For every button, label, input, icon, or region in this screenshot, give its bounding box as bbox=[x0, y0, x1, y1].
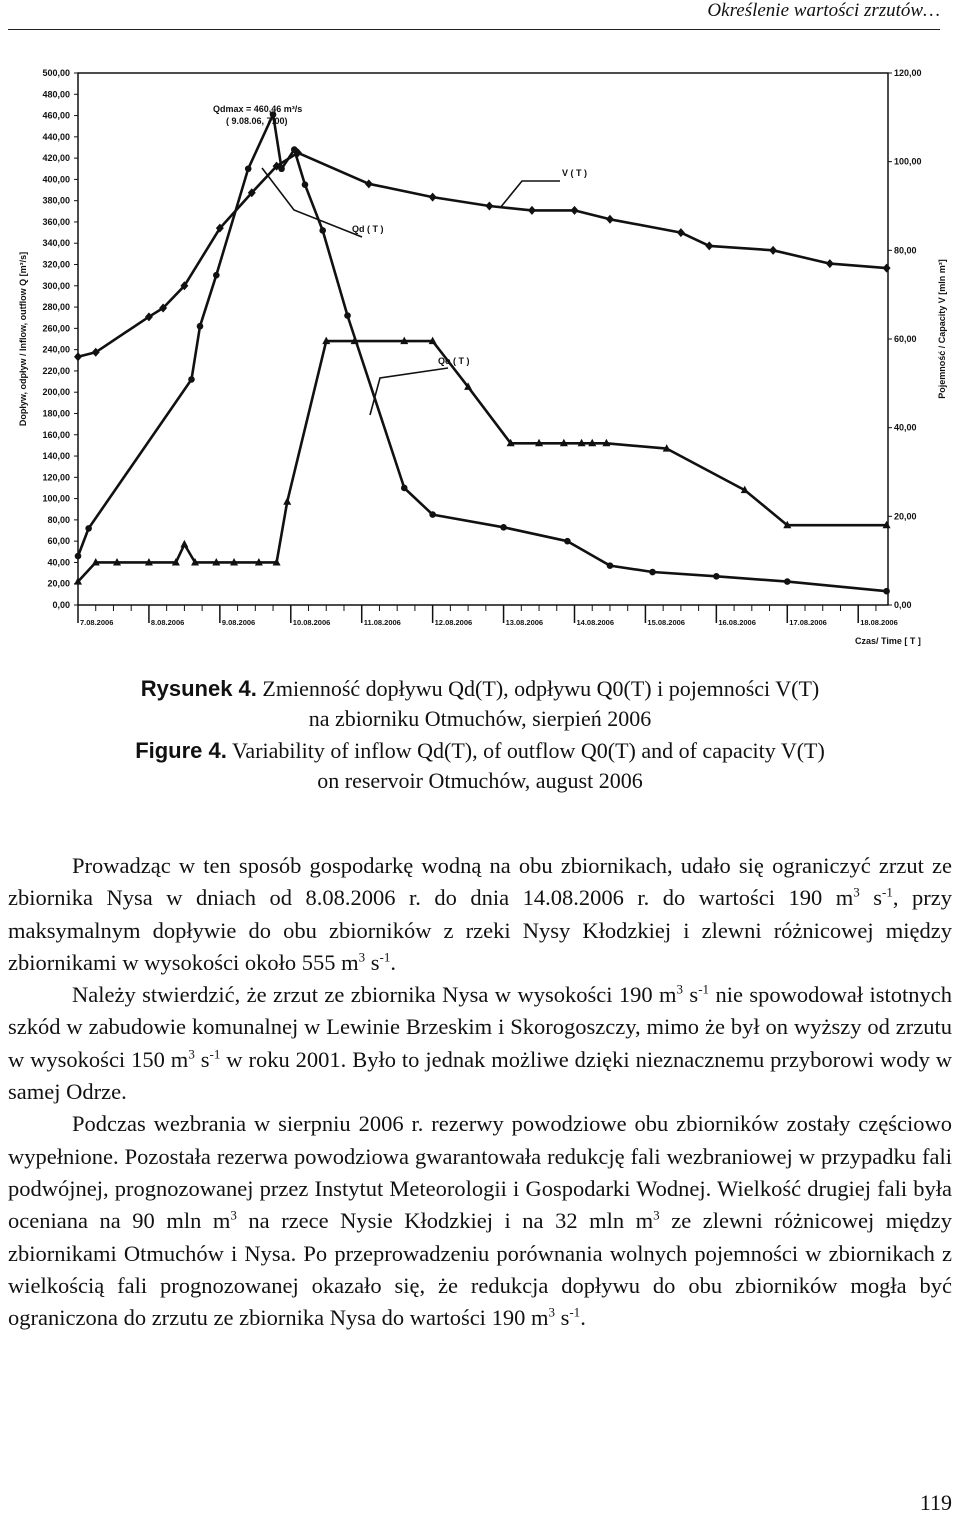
y-tick-label: 460,00 bbox=[42, 110, 70, 121]
y-tick-label: 140,00 bbox=[42, 451, 70, 462]
y-tick-label: 320,00 bbox=[42, 259, 70, 270]
data-point bbox=[85, 525, 92, 532]
paragraph-1: Prowadząc w ten sposób gospodarkę wodną na obu zbiornikach, udało się ograniczyć zrzut ze zbiornika Nysa w dniach od 8.08.2006 r. do dnia 14.08.2006 r. do wartości 190 $m^3$ $s^{-1}$, przy maksymalnym dopływie do obu zbiorników z rzeki Nysy Kłodzkiej i zlewni różnicowej między zbiornikami w wysokości około 555 $m^3$ $s^{-1}$. bbox=[8, 853, 952, 975]
y2-tick-label: 60,00 bbox=[894, 334, 917, 344]
qdmax-time-annotation: ( 9.08.06, 7:00) bbox=[226, 116, 288, 126]
running-header bbox=[0, 0, 940, 30]
data-point bbox=[245, 165, 252, 172]
hydrograph-chart bbox=[0, 40, 960, 665]
y2-tick-label: 120,00 bbox=[894, 68, 922, 78]
caption-pl bbox=[0, 674, 960, 734]
data-point bbox=[883, 264, 891, 273]
data-point bbox=[283, 497, 291, 505]
data-point bbox=[75, 553, 82, 560]
data-point bbox=[500, 524, 507, 531]
caption-en-line1: Variability of inflow Qd(T), of outflow Q0(T) and of capacity V(T) bbox=[231, 738, 825, 763]
qdmax-annotation: Qdmax = 460,46 m³/s bbox=[213, 104, 303, 114]
data-point bbox=[74, 352, 82, 361]
data-point bbox=[769, 246, 777, 255]
caption-en-line2: on reservoir Otmuchów, august 2006 bbox=[317, 768, 643, 793]
p2-text-a: Należy stwierdzić, że zrzut ze zbiornika Nysa w wysokości 190 m bbox=[72, 982, 677, 1008]
y-tick-label: 20,00 bbox=[47, 578, 70, 589]
y-tick-label: 0,00 bbox=[52, 600, 70, 610]
p1-text-a: Prowadząc w ten sposób gospodarkę wodną na obu zbiornikach, udało się ograniczyć zrzut ze zbiornika Nysa w dniach od 8.08.2006 r. do dnia 14.08.2006 r. do wartości 190 m bbox=[8, 853, 952, 911]
y-axis-title: Dopływ, odpływ / Inflow, outflow Q [m³/s] bbox=[18, 251, 28, 427]
x-date-label: 12.08.2006 bbox=[434, 618, 473, 627]
p2-text-b: nie spowodował istotnych szkód w zabudowie komunalnej w Lewinie Brzeskim i Skorogoszczy, mimo że był on wyższy od zrzutu w wysokości 150 m bbox=[8, 982, 952, 1072]
p2-text-c: w roku 2001. Było to jednak możliwe dzięki nieznacznemu przyborowi wody w samej Odrze. bbox=[8, 1046, 953, 1105]
y-tick-label: 380,00 bbox=[42, 195, 70, 206]
data-point bbox=[705, 241, 713, 250]
x-axis-title: Czas/ Time [ T ] bbox=[855, 636, 921, 646]
caption-en-label: Figure 4. bbox=[135, 738, 227, 763]
data-point bbox=[429, 193, 437, 202]
data-point bbox=[302, 181, 309, 188]
caption-pl-label: Rysunek 4. bbox=[140, 676, 257, 701]
x-date-label: 11.08.2006 bbox=[363, 618, 401, 627]
p3-text-a: Podczas wezbrania w sierpniu 2006 r. rezerwy powodziowe obu zbiorników zostały częściowo wypełnione. Pozostała rezerwa powodziowa gwarantowała redukcję fali wezbraniowej w przypadku fali podwójnej, prognozowanej przez Instytut Meteorologii i Gospodarki Wodnej. Wielkość drugiej fali była oceniana na 90 mln m bbox=[8, 1111, 952, 1234]
y-tick-label: 120,00 bbox=[42, 472, 70, 483]
caption-en bbox=[0, 736, 960, 796]
x-date-label: 16.08.2006 bbox=[718, 618, 756, 627]
x-date-label: 17.08.2006 bbox=[789, 618, 827, 627]
x-date-label: 13.08.2006 bbox=[505, 618, 544, 627]
data-point bbox=[528, 206, 536, 215]
y2-tick-label: 100,00 bbox=[894, 156, 922, 167]
data-point bbox=[401, 485, 408, 492]
y2-tick-label: 40,00 bbox=[894, 422, 917, 433]
x-date-label: 10.08.2006 bbox=[292, 618, 331, 627]
data-point bbox=[713, 573, 720, 580]
series-label: V ( T ) bbox=[562, 168, 587, 178]
y-tick-label: 40,00 bbox=[47, 557, 70, 568]
x-date-label: 18.08.2006 bbox=[860, 618, 898, 627]
data-point bbox=[784, 578, 791, 585]
data-point bbox=[429, 511, 436, 518]
y-tick-label: 340,00 bbox=[42, 238, 70, 249]
y2-tick-label: 20,00 bbox=[894, 511, 917, 522]
data-point bbox=[883, 588, 890, 595]
data-point bbox=[649, 569, 656, 576]
y-tick-label: 240,00 bbox=[42, 344, 70, 355]
series-label: Qd ( T ) bbox=[352, 224, 384, 234]
data-point bbox=[485, 202, 493, 211]
data-point bbox=[677, 228, 685, 237]
header-rule bbox=[8, 29, 940, 30]
y-tick-label: 440,00 bbox=[42, 131, 70, 142]
y-tick-label: 80,00 bbox=[47, 514, 70, 525]
data-point bbox=[180, 540, 188, 548]
series-leader-line bbox=[370, 368, 448, 415]
y2-axis-title: Pojemność / Capacity V [mln m³] bbox=[937, 259, 947, 399]
paragraph-2: Należy stwierdzić, że zrzut ze zbiornika Nysa w wysokości 190 $m^3$ $s^{-1}$ nie spowodował istotnych szkód w zabudowie komunalnej w Lewinie Brzeskim i Skorogoszczy, mimo że był on wyższy od zrzutu w wysokości 150 $m^3$ $s^{-1}$ w roku 2001. Było to jednak możliwe dzięki nieznacznemu przyborowi wody w samej Odrze. bbox=[8, 981, 953, 1105]
data-point bbox=[570, 206, 578, 215]
data-point bbox=[564, 538, 571, 545]
caption-pl-line1: Zmienność dopływu Qd(T), odpływu Q0(T) i pojemności V(T) bbox=[262, 676, 820, 701]
y-tick-label: 400,00 bbox=[42, 174, 70, 185]
y-tick-label: 500,00 bbox=[42, 68, 70, 78]
y-tick-label: 200,00 bbox=[42, 387, 70, 398]
x-date-label: 7.08.2006 bbox=[80, 618, 114, 627]
y-tick-label: 420,00 bbox=[42, 153, 70, 164]
y-tick-label: 360,00 bbox=[42, 216, 70, 227]
data-point bbox=[188, 376, 195, 383]
y-tick-label: 260,00 bbox=[42, 323, 70, 334]
y-tick-label: 100,00 bbox=[42, 493, 70, 504]
x-date-label: 9.08.2006 bbox=[221, 618, 256, 627]
x-date-label: 8.08.2006 bbox=[150, 618, 185, 627]
y-tick-label: 60,00 bbox=[47, 536, 70, 547]
series-line bbox=[78, 341, 887, 581]
p3-text-c: ze zlewni różnicowej między zbiornikami Otmuchów i Nysa. Po przeprowadzeniu porównania wolnych pojemności w zbiornikach z wielkością fali prognozowanej okazało się, że redukcja dopływu do obu zbiorników mogła być ograniczona do zrzutu ze zbiornika Nysa do wartości 190 m bbox=[8, 1208, 952, 1331]
data-point bbox=[319, 227, 326, 234]
series-label: Qo ( T ) bbox=[438, 356, 470, 366]
y-tick-label: 180,00 bbox=[42, 408, 70, 419]
data-point bbox=[213, 272, 220, 279]
data-point bbox=[365, 179, 373, 188]
x-date-label: 15.08.2006 bbox=[647, 618, 685, 627]
y2-tick-label: 0,00 bbox=[894, 600, 912, 610]
page-number: 119 bbox=[919, 1490, 952, 1515]
p1-text-b: , przy maksymalnym dopływie do obu zbiorników z rzeki Nysy Kłodzkiej i zlewni różnicowej między zbiornikami w wysokości około 555 m bbox=[8, 885, 952, 975]
data-point bbox=[826, 259, 834, 268]
y-tick-label: 220,00 bbox=[42, 365, 70, 376]
data-point bbox=[344, 312, 351, 319]
p3-text-b: na rzece Nysie Kłodzkiej i na 32 mln m bbox=[236, 1208, 654, 1234]
series-leader-line bbox=[500, 181, 560, 208]
data-point bbox=[607, 562, 614, 569]
running-title: Określenie wartości zrzutów… bbox=[707, 0, 940, 21]
x-date-label: 14.08.2006 bbox=[576, 618, 615, 627]
caption-pl-line2: na zbiorniku Otmuchów, sierpień 2006 bbox=[308, 706, 652, 731]
y-tick-label: 300,00 bbox=[42, 280, 70, 291]
y-tick-label: 480,00 bbox=[42, 89, 70, 100]
data-point bbox=[606, 215, 614, 224]
data-point bbox=[197, 323, 204, 330]
paragraph-3: Podczas wezbrania w sierpniu 2006 r. rezerwy powodziowe obu zbiorników zostały częściowo wypełnione. Pozostała rezerwa powodziowa gwarantowała redukcję fali wezbraniowej w przypadku fali podwójnej, prognozowanej przez Instytut Meteorologii i Gospodarki Wodnej. Wielkość drugiej fali była oceniana na 90 mln $m^3$ na rzece Nysie Kłodzkiej i na 32 mln $m^3$ ze zlewni różnicowej między zbiornikami Otmuchów i Nysa. Po przeprowadzeniu porównania wolnych pojemności w zbiornikach z wielkością fali prognozowanej okazało się, że redukcja dopływu do obu zbiorników mogła być ograniczona do zrzutu ze zbiornika Nysa do wartości 190 $m^3$ $s^{-1}$. bbox=[8, 1111, 952, 1331]
body-text bbox=[8, 850, 952, 1334]
figure-4 bbox=[0, 40, 960, 665]
y2-tick-label: 80,00 bbox=[894, 245, 917, 256]
y-tick-label: 280,00 bbox=[42, 302, 70, 313]
plot-frame bbox=[78, 73, 888, 605]
series-line bbox=[78, 115, 887, 592]
y-tick-label: 160,00 bbox=[42, 429, 70, 440]
